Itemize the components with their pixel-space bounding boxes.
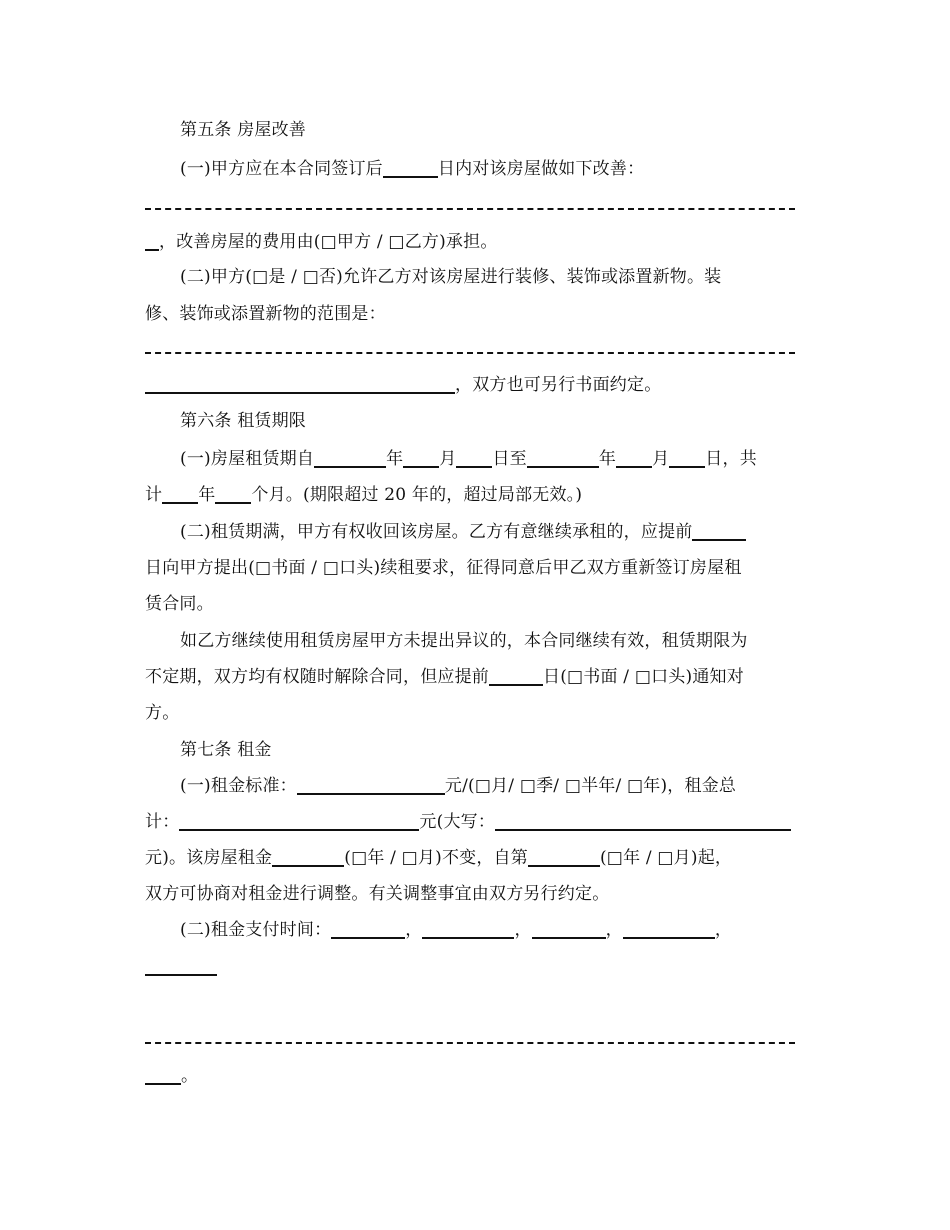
end-month-blank[interactable] [616, 448, 652, 468]
payment-time-blank-4[interactable] [623, 919, 715, 939]
article5-p1-line1: (一)甲方应在本合同签订后 日内对该房屋做如下改善： [180, 159, 645, 179]
improvement-fill-tail[interactable] [145, 231, 159, 251]
article5-heading: 第五条 房屋改善 [180, 120, 307, 140]
rent-fixed-period-blank[interactable] [272, 847, 344, 867]
end-day-blank[interactable] [669, 448, 705, 468]
payment-time-blank-1[interactable] [331, 919, 405, 939]
total-years-blank[interactable] [162, 484, 198, 504]
payment-fill-tail[interactable] [145, 1065, 181, 1085]
article6-heading: 第六条 租赁期限 [180, 411, 307, 431]
start-month-blank[interactable] [403, 448, 439, 468]
renewal-notice-days-blank[interactable] [692, 521, 746, 541]
rent-standard-blank[interactable] [297, 775, 445, 795]
article7-p2-line2 [145, 955, 217, 979]
article6-p2-line3: 赁合同。 [145, 594, 214, 614]
decoration-scope-blank[interactable] [145, 374, 455, 394]
article7-heading: 第七条 租金 [180, 740, 272, 760]
article6-p2-line2: 日向甲方提出(□书面 / □口头)续租要求，征得同意后甲乙双方重新签订房屋租 [145, 558, 742, 578]
rent-total-uppercase-blank[interactable] [495, 811, 791, 831]
days-blank[interactable] [383, 158, 438, 178]
article7-p1-line1: (一)租金标准： 元/(□月/ □季/ □半年/ □年)，租金总 [180, 776, 737, 796]
improvement-fill-line[interactable] [145, 208, 795, 210]
payment-time-blank-5[interactable] [145, 956, 217, 976]
start-year-blank[interactable] [314, 448, 386, 468]
rent-total-blank[interactable] [179, 811, 419, 831]
article6-p3-line2: 不定期，双方均有权随时解除合同，但应提前 日(□书面 / □口头)通知对 [145, 667, 744, 687]
payment-time-blank-3[interactable] [532, 919, 606, 939]
article7-p2-line1: (二)租金支付时间： ， ， ， ， [180, 920, 733, 940]
total-months-blank[interactable] [215, 484, 251, 504]
payment-time-blank-2[interactable] [422, 919, 514, 939]
rent-adjust-from-blank[interactable] [528, 847, 600, 867]
article5-p2-line4: ，双方也可另行书面约定。 [145, 373, 661, 397]
termination-notice-days-blank[interactable] [489, 666, 543, 686]
article7-p1-line4: 双方可协商对租金进行调整。有关调整事宜由双方另行约定。 [145, 884, 610, 904]
end-year-blank[interactable] [527, 448, 599, 468]
article5-p2-line2: 修、装饰或添置新物的范围是： [145, 304, 386, 324]
payment-fill-line[interactable] [145, 1042, 795, 1044]
decoration-scope-fill-line[interactable] [145, 352, 795, 354]
article6-p3-line3: 方。 [145, 703, 180, 723]
article6-p1-line2: 计 年 个月。(期限超过 20 年的，超过局部无效。) [145, 485, 583, 505]
article7-p1-line2: 计： 元(大写： [145, 810, 791, 834]
start-day-blank[interactable] [456, 448, 492, 468]
article5-p1-line3: ，改善房屋的费用由(□甲方 / □乙方)承担。 [145, 230, 498, 254]
article6-p1-line1: (一)房屋租赁期自 年 月 日至 年 月 日，共 [180, 449, 757, 469]
article6-p2-line1: (二)租赁期满，甲方有权收回该房屋。乙方有意继续承租的，应提前 [180, 520, 746, 544]
article7-p1-line3: 元)。该房屋租金 (□年 / □月)不变，自第 (□年 / □月)起， [145, 848, 733, 868]
article5-p2-line1: (二)甲方(□是 / □否)允许乙方对该房屋进行装修、装饰或添置新物。装 [180, 267, 722, 287]
article7-p2-end: 。 [145, 1064, 198, 1088]
article6-p3-line1: 如乙方继续使用租赁房屋甲方未提出异议的，本合同继续有效，租赁期限为 [180, 631, 748, 651]
